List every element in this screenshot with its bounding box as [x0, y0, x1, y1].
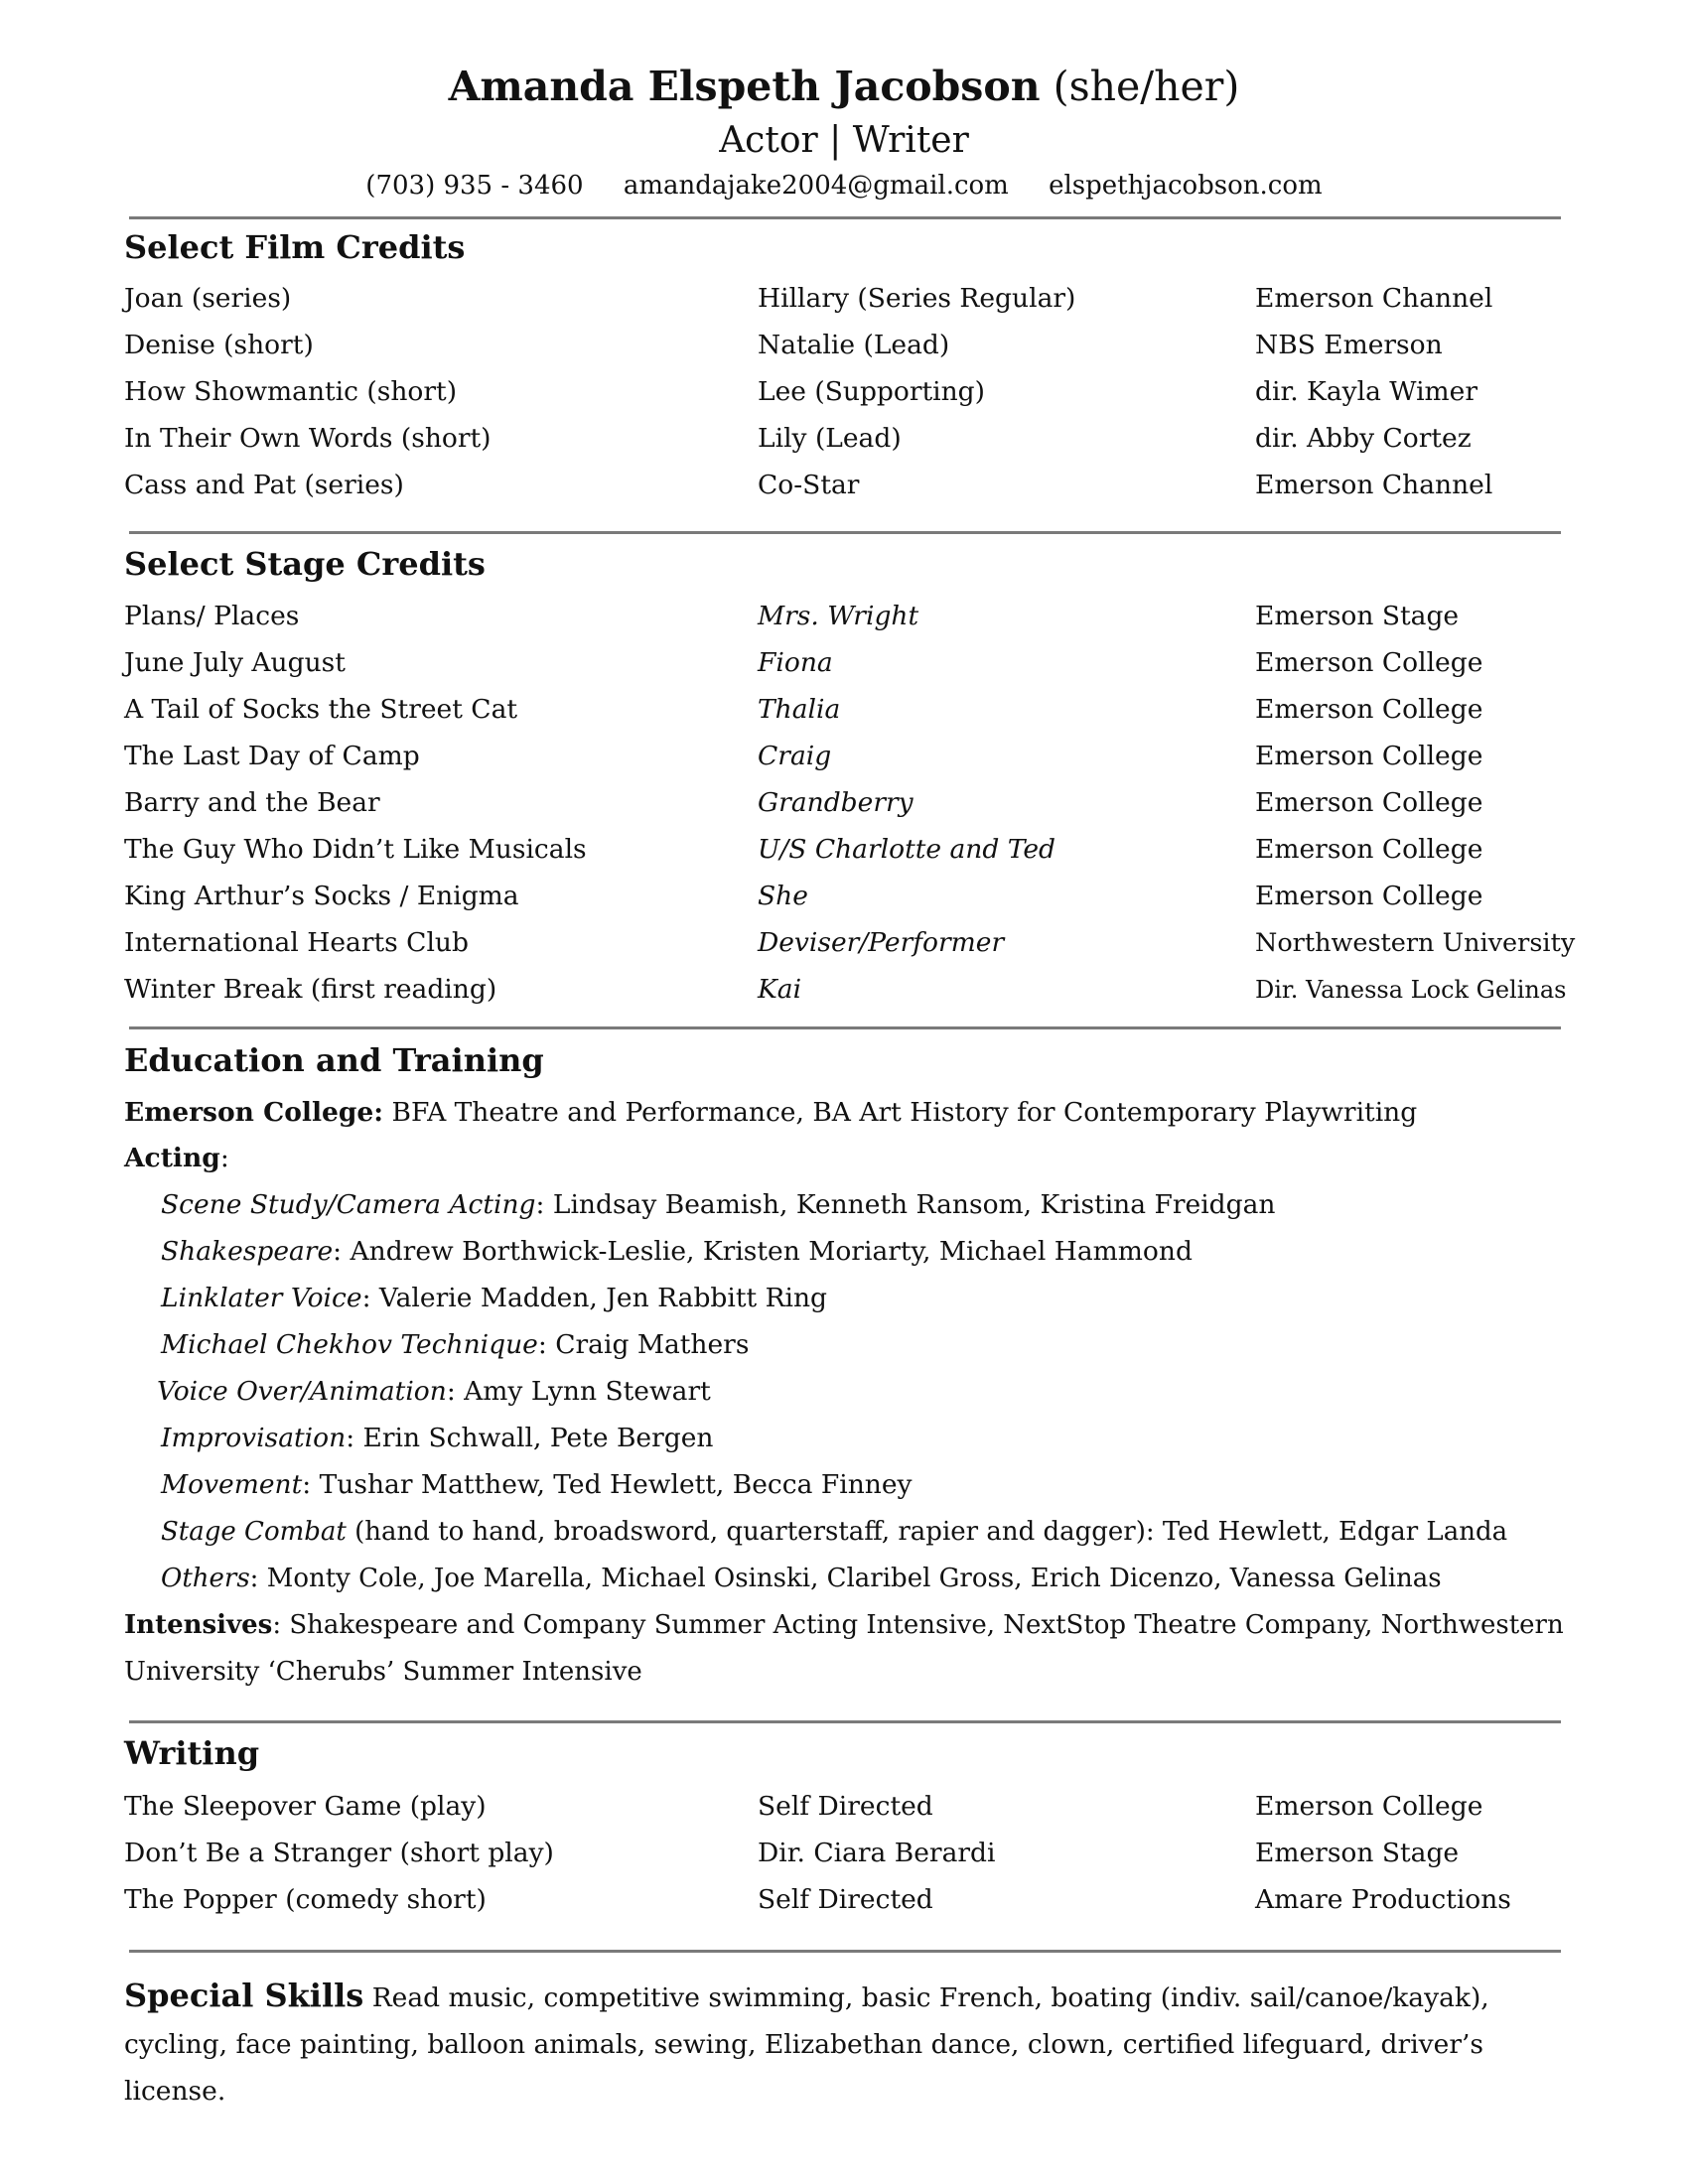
writing-director: Self Directed: [758, 1791, 933, 1822]
stage-production: Barry and the Bear: [124, 787, 380, 818]
training-instructors: : Erin Schwall, Pete Bergen: [346, 1423, 714, 1453]
training-subject: Improvisation: [161, 1423, 347, 1453]
training-item: [161, 1185, 1275, 1225]
website-link[interactable]: elspethjacobson.com: [1049, 171, 1323, 201]
training-instructors: : Craig Mathers: [537, 1329, 750, 1360]
contact-info: [0, 169, 1688, 203]
education-college: [124, 1093, 1417, 1133]
college-degrees: BFA Theatre and Performance, BA Art History for Contemporary Playwriting: [383, 1097, 1418, 1128]
film-row: [0, 466, 1688, 505]
training-instructors: : Lindsay Beamish, Kenneth Ransom, Kristina Freidgan: [535, 1189, 1276, 1220]
training-subject: Linklater Voice: [161, 1283, 362, 1313]
stage-venue: Northwestern University: [1255, 928, 1576, 958]
stage-production: The Last Day of Camp: [124, 741, 420, 771]
writing-row: [0, 1834, 1688, 1873]
divider: [129, 1720, 1561, 1723]
education-section-title: Education and Training: [124, 1041, 544, 1079]
film-company: NBS Emerson: [1255, 330, 1443, 360]
divider: [129, 1950, 1561, 1953]
stage-venue: Emerson College: [1255, 647, 1483, 678]
full-name: Amanda Elspeth Jacobson: [448, 63, 1041, 110]
job-title: Actor | Writer: [719, 120, 969, 161]
stage-row: [0, 970, 1688, 1010]
stage-role: Kai: [758, 974, 802, 1005]
phone: (703) 935 - 3460: [365, 171, 584, 201]
stage-role: Mrs. Wright: [758, 601, 919, 631]
skills-text: Read music, competitive swimming, basic French, boating (indiv. sail/canoe/kayak), cycling, face painting, balloon animals, sewing, Elizabethan dance, clown, certified lifeguard, driver’s license.: [124, 1982, 1489, 2107]
acting-colon: :: [219, 1143, 229, 1173]
training-item: [161, 1232, 1193, 1272]
writing-producer: Emerson Stage: [1255, 1838, 1460, 1868]
film-role: Lily (Lead): [758, 423, 902, 454]
intensives-text: : Shakespeare and Company Summer Acting Intensive, NextStop Theatre Company, Northwestern: [272, 1610, 1564, 1640]
stage-row: [0, 643, 1688, 683]
stage-row: [0, 923, 1688, 963]
training-instructors: : Monty Cole, Joe Marella, Michael Osinski, Claribel Gross, Erich Dicenzo, Vanessa Gelinas: [249, 1564, 1442, 1593]
film-project: How Showmantic (short): [124, 376, 458, 407]
stage-venue: Emerson College: [1255, 741, 1483, 771]
training-item: [157, 1372, 711, 1412]
training-instructors: (hand to hand, broadsword, quarterstaff, rapier and dagger): Ted Hewlett, Edgar Landa: [346, 1517, 1508, 1547]
writing-work: The Sleepover Game (play): [124, 1791, 487, 1822]
stage-row: [0, 877, 1688, 916]
film-section-title: Select Film Credits: [124, 228, 466, 266]
film-company: Emerson Channel: [1255, 283, 1493, 314]
stage-production: The Guy Who Didn’t Like Musicals: [124, 834, 587, 865]
stage-production: King Arthur’s Socks / Enigma: [124, 881, 519, 911]
intensives-label: Intensives: [124, 1610, 273, 1640]
training-item: [161, 1559, 1442, 1598]
writing-section-title: Writing: [124, 1734, 260, 1772]
writing-row: [0, 1880, 1688, 1920]
college-label: Emerson College:: [124, 1097, 384, 1128]
divider: [129, 531, 1561, 534]
film-company: dir. Abby Cortez: [1255, 423, 1472, 454]
film-role: Co-Star: [758, 470, 860, 500]
stage-production: A Tail of Socks the Street Cat: [124, 694, 518, 725]
writing-work: Don’t Be a Stranger (short play): [124, 1838, 554, 1868]
film-row: [0, 326, 1688, 365]
training-instructors: : Amy Lynn Stewart: [446, 1376, 711, 1407]
stage-role: Grandberry: [758, 787, 914, 818]
writing-producer: Emerson College: [1255, 1791, 1483, 1822]
film-company: dir. Kayla Wimer: [1255, 376, 1478, 407]
email-link[interactable]: amandajake2004@gmail.com: [623, 171, 1009, 201]
stage-production: International Hearts Club: [124, 927, 469, 958]
stage-venue: Emerson College: [1255, 787, 1483, 818]
film-role: Natalie (Lead): [758, 330, 950, 360]
film-project: Denise (short): [124, 330, 314, 360]
stage-role: Craig: [758, 741, 832, 771]
divider: [129, 216, 1561, 219]
training-subject: Others: [161, 1564, 250, 1593]
training-subject: Stage Combat: [161, 1517, 347, 1547]
stage-venue: Dir. Vanessa Lock Gelinas: [1255, 976, 1567, 1004]
name-line: [0, 62, 1688, 111]
training-item: [161, 1465, 912, 1505]
stage-role: She: [758, 881, 808, 911]
film-row: [0, 419, 1688, 459]
writing-director: Dir. Ciara Berardi: [758, 1838, 996, 1868]
training-subject: Scene Study/Camera Acting: [161, 1189, 536, 1220]
pronouns: (she/her): [1053, 63, 1240, 110]
stage-venue: Emerson College: [1255, 834, 1483, 865]
film-company: Emerson Channel: [1255, 470, 1493, 500]
training-instructors: : Valerie Madden, Jen Rabbitt Ring: [361, 1283, 828, 1313]
film-row: [0, 279, 1688, 319]
intensives-line-continued: University ‘Cherubs’ Summer Intensive: [124, 1657, 642, 1687]
stage-production: Winter Break (first reading): [124, 974, 497, 1005]
film-project: In Their Own Words (short): [124, 423, 492, 454]
writing-work: The Popper (comedy short): [124, 1884, 487, 1915]
training-subject: Movement: [161, 1469, 303, 1500]
resume-header: [0, 62, 1688, 203]
special-skills: [124, 1973, 1554, 2115]
training-subject: Michael Chekhov Technique: [161, 1329, 538, 1360]
training-item: [161, 1279, 827, 1318]
skills-label: Special Skills: [124, 1977, 364, 2014]
stage-role: Thalia: [758, 694, 841, 725]
training-item: [161, 1512, 1507, 1552]
training-subject: Voice Over/Animation: [157, 1376, 447, 1407]
film-project: Cass and Pat (series): [124, 470, 404, 500]
stage-section-title: Select Stage Credits: [124, 545, 486, 583]
training-instructors: : Andrew Borthwick-Leslie, Kristen Moriarty, Michael Hammond: [333, 1236, 1193, 1267]
training-item: [161, 1325, 749, 1365]
writing-producer: Amare Productions: [1255, 1884, 1511, 1915]
acting-heading: [124, 1139, 229, 1178]
writing-director: Self Directed: [758, 1884, 933, 1915]
stage-role: Fiona: [758, 647, 833, 678]
film-project: Joan (series): [124, 283, 292, 314]
training-instructors: : Tushar Matthew, Ted Hewlett, Becca Finney: [302, 1469, 913, 1500]
stage-row: [0, 737, 1688, 776]
stage-row: [0, 597, 1688, 636]
film-role: Hillary (Series Regular): [758, 283, 1076, 314]
stage-venue: Emerson College: [1255, 694, 1483, 725]
acting-label: Acting: [124, 1143, 220, 1173]
film-row: [0, 372, 1688, 412]
intensives-line: [124, 1605, 1564, 1645]
stage-role: Deviser/Performer: [758, 927, 1005, 958]
stage-row: [0, 783, 1688, 823]
stage-venue: Emerson College: [1255, 881, 1483, 911]
training-item: [161, 1419, 713, 1458]
film-role: Lee (Supporting): [758, 376, 985, 407]
stage-venue: Emerson Stage: [1255, 601, 1460, 631]
stage-production: Plans/ Places: [124, 601, 300, 631]
training-subject: Shakespeare: [161, 1236, 334, 1267]
stage-production: June July August: [124, 647, 346, 678]
stage-role: U/S Charlotte and Ted: [758, 834, 1056, 865]
writing-row: [0, 1787, 1688, 1827]
stage-row: [0, 830, 1688, 870]
divider: [129, 1026, 1561, 1029]
stage-row: [0, 690, 1688, 730]
